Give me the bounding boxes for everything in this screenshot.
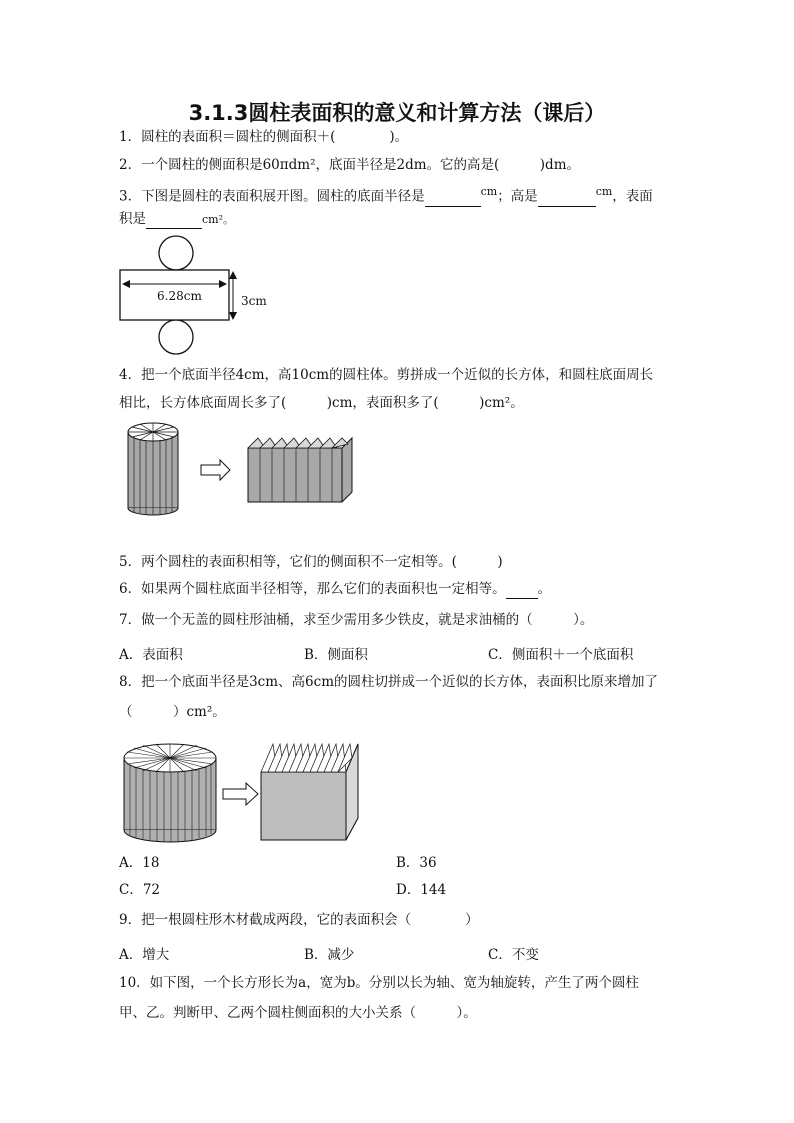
answer-blank-q6[interactable] — [506, 580, 538, 599]
arrow-right-icon-1 — [201, 460, 230, 480]
answer-blank-area[interactable] — [146, 210, 202, 229]
question-10-line-2: 甲、乙。判断甲、乙两个圆柱侧面积的大小关系（ ）。 — [119, 1005, 477, 1021]
net-height-label: 3cm — [241, 294, 267, 308]
sliced-cylinder-small — [128, 423, 178, 515]
cylinder-to-cuboid-figure-2 — [120, 736, 365, 846]
question-6-end: 。 — [537, 581, 552, 597]
answer-blank-height[interactable] — [538, 188, 596, 207]
q7-option-c[interactable]: C．侧面积＋一个底面积 — [488, 647, 634, 663]
question-6 — [119, 580, 551, 599]
width-arrow-right-head — [219, 280, 227, 288]
question-9: 9．把一根圆柱形木材截成两段，它的表面积会（ ） — [119, 912, 479, 928]
question-4-line-1: 4．把一个底面半径4cm，高10cm的圆柱体。剪拼成一个近似的长方体，和圆柱底面周长 — [119, 367, 654, 383]
question-6-text: 6．如果两个圆柱底面半径相等，那么它们的表面积也一定相等。 — [119, 581, 506, 597]
question-3-text-c: ，表面 — [612, 188, 653, 205]
q9-option-c[interactable]: C．不变 — [488, 947, 539, 963]
unit-cm-1: cm — [480, 185, 498, 198]
question-8-line-2: （ ）cm²。 — [119, 704, 226, 720]
height-arrow-bottom-head — [229, 312, 237, 320]
q8-option-b[interactable]: B．36 — [396, 855, 437, 871]
question-3-text-b: ；高是 — [497, 188, 538, 205]
question-2: 2．一个圆柱的侧面积是60πdm²，底面半径是2dm。它的高是( )dm。 — [119, 157, 581, 173]
q8-option-c[interactable]: C．72 — [119, 882, 161, 898]
question-1: 1．圆柱的表面积＝圆柱的侧面积＋( )。 — [119, 129, 409, 145]
arrow-right-icon-2 — [223, 783, 258, 805]
q9-option-a[interactable]: A．增大 — [119, 947, 170, 963]
unit-cm2: cm²。 — [202, 213, 235, 226]
cuboid-large — [261, 744, 358, 840]
q8-option-d[interactable]: D．144 — [396, 882, 447, 898]
question-8-line-1: 8．把一个底面半径是3cm、高6cm的圆柱切拼成一个近似的长方体，表面积比原来增加了 — [119, 674, 658, 690]
answer-blank-radius[interactable] — [425, 188, 481, 207]
q8-option-a[interactable]: A．18 — [119, 855, 160, 871]
question-3-line-1 — [119, 183, 653, 207]
net-bottom-circle — [159, 320, 193, 354]
question-3-text-a: 3．下图是圆柱的表面积展开图。圆柱的底面半径是 — [119, 188, 425, 205]
sliced-cylinder-large — [124, 744, 216, 842]
question-5: 5．两个圆柱的表面积相等，它们的侧面积不一定相等。( ) — [119, 554, 503, 570]
worksheet-title: 3.1.3圆柱表面积的意义和计算方法（课后） — [188, 101, 606, 125]
question-7: 7．做一个无盖的圆柱形油桶，求至少需用多少铁皮，就是求油桶的（ ）。 — [119, 612, 594, 628]
q7-option-a[interactable]: A．表面积 — [119, 647, 183, 663]
question-3-line-2 — [119, 210, 234, 229]
unit-cm-2: cm — [595, 185, 613, 198]
question-4-line-2: 相比，长方体底面周长多了( )cm，表面积多了( )cm²。 — [119, 395, 524, 411]
width-arrow-left-head — [122, 280, 130, 288]
cuboid-small — [248, 438, 352, 502]
q9-option-b[interactable]: B．减少 — [304, 947, 355, 963]
net-top-circle — [159, 236, 193, 270]
question-3-text-d: 积是 — [119, 211, 146, 227]
cylinder-to-cuboid-figure-1 — [124, 418, 354, 518]
height-arrow-top-head — [229, 271, 237, 279]
question-10-line-1: 10．如下图，一个长方形长为a，宽为b。分别以长为轴、宽为轴旋转，产生了两个圆柱 — [119, 975, 639, 991]
net-width-label: 6.28cm — [157, 289, 202, 303]
q7-option-b[interactable]: B．侧面积 — [304, 647, 368, 663]
